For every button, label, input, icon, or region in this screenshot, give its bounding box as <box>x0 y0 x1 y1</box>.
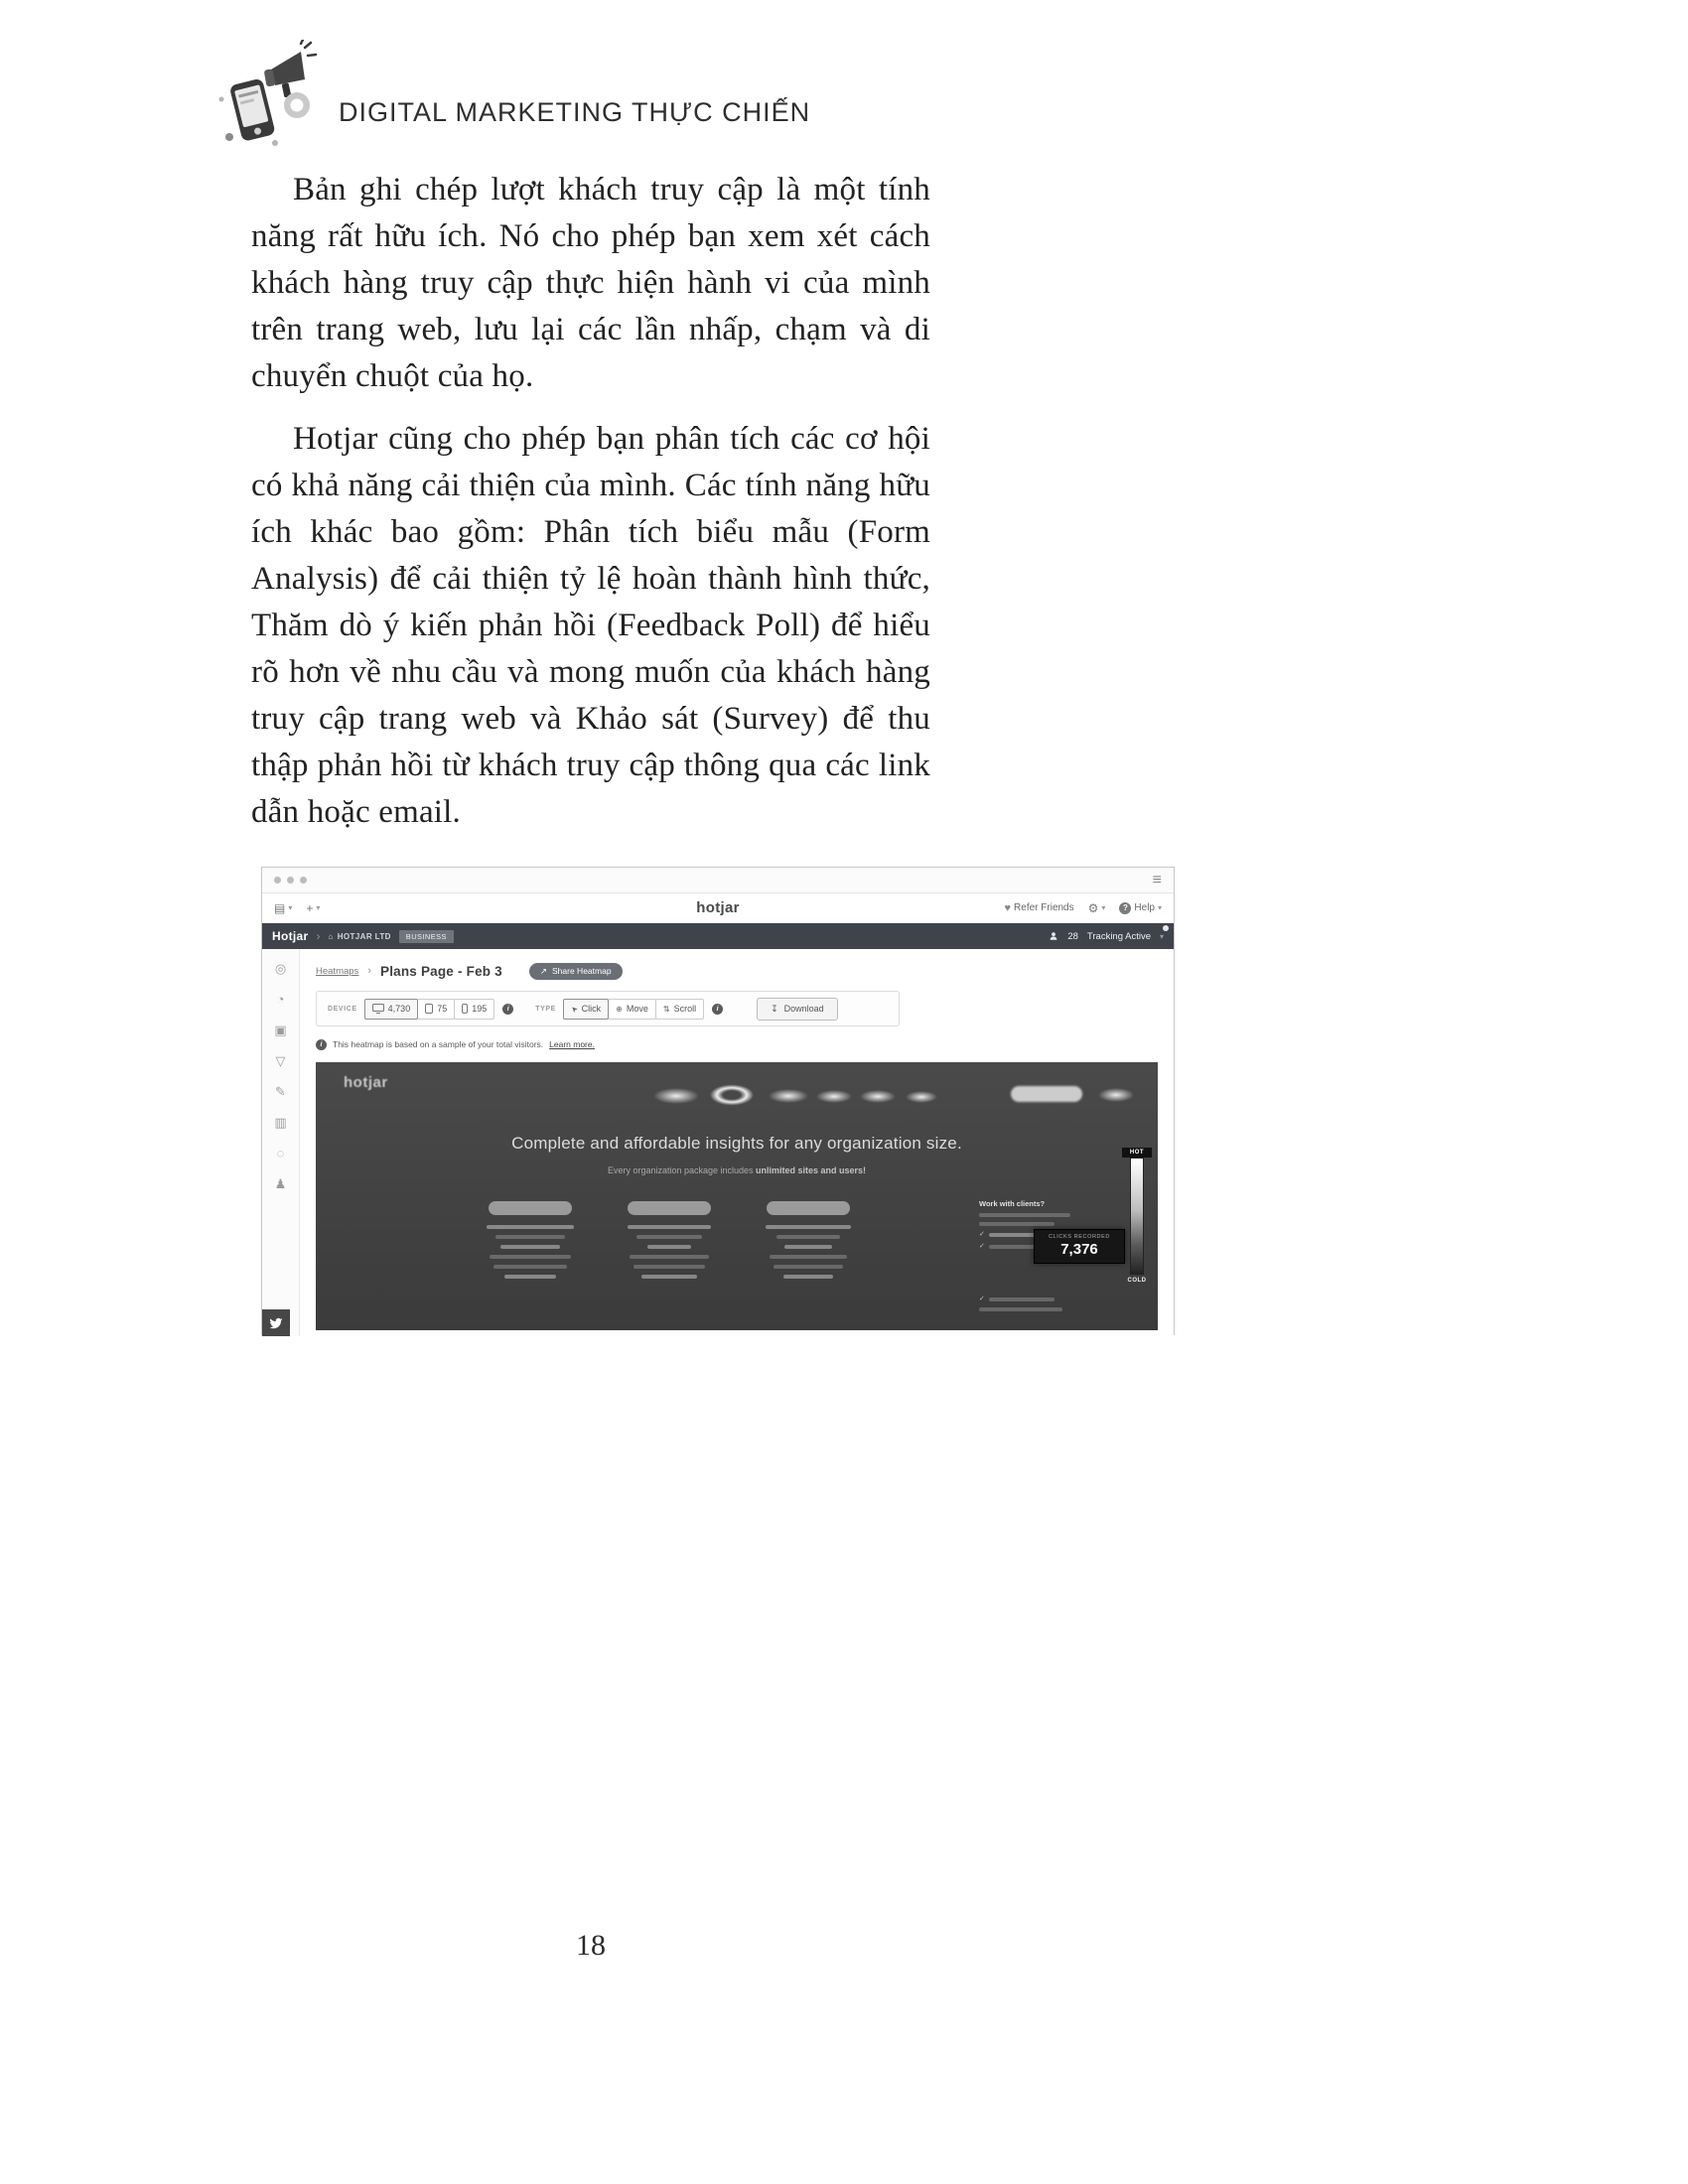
pricing-column <box>612 1201 727 1285</box>
heat-blob <box>707 1083 757 1107</box>
learn-more-link[interactable]: Learn more. <box>549 1039 595 1049</box>
tablet-icon <box>425 1004 433 1014</box>
text-line-placeholder <box>495 1235 565 1239</box>
device-segmented-control <box>365 999 495 1020</box>
type-label: TYPE <box>535 1005 556 1013</box>
breadcrumb-heatmaps-link[interactable]: Heatmaps <box>316 965 359 977</box>
megaphone-illustration <box>213 40 323 151</box>
settings-menu[interactable] <box>1088 901 1106 915</box>
text-line-placeholder <box>770 1255 847 1259</box>
info-icon: i <box>316 1039 327 1050</box>
text-line-placeholder <box>774 1265 843 1269</box>
desktop-icon <box>372 1004 384 1014</box>
hotjar-screenshot <box>261 867 1175 1335</box>
topbar-right-controls <box>1005 901 1162 915</box>
chevron-right-icon: › <box>367 965 371 977</box>
text-line-placeholder <box>784 1245 832 1249</box>
clicks-tooltip <box>1034 1229 1125 1264</box>
heatmap-preview <box>316 1062 1158 1330</box>
chat-icon[interactable]: ◌ <box>276 1146 285 1160</box>
info-icon[interactable]: i <box>712 1004 723 1015</box>
text-line-placeholder <box>776 1235 840 1239</box>
sample-notice <box>316 1035 1158 1053</box>
user-icon <box>1049 931 1058 941</box>
body-text <box>251 167 930 852</box>
nav-button-placeholder <box>1011 1086 1082 1102</box>
text-line-placeholder <box>647 1245 691 1249</box>
refer-friends-label: Refer Friends <box>1014 902 1074 913</box>
heatmap-toolbar <box>316 991 900 1026</box>
text-line-placeholder <box>633 1265 705 1269</box>
camera-icon[interactable]: ▣ <box>274 1023 287 1037</box>
pricing-column <box>473 1201 588 1285</box>
app-body <box>262 949 1174 1336</box>
type-scroll-button[interactable] <box>655 999 704 1020</box>
window-dot-icon[interactable] <box>274 877 281 884</box>
chevron-right-icon: › <box>316 929 321 943</box>
text-line-placeholder <box>630 1255 709 1259</box>
gear-icon: ⚙ <box>1087 900 1099 915</box>
text-line-placeholder <box>989 1297 1055 1301</box>
plus-icon: + <box>306 900 314 915</box>
check-icon: ✓ <box>979 1231 985 1238</box>
sidebar <box>262 949 300 1336</box>
app-navbar <box>262 923 1174 949</box>
help-menu[interactable] <box>1119 902 1162 914</box>
pricing-column <box>751 1201 866 1285</box>
desktop-count: 4,730 <box>387 1004 411 1014</box>
chevron-down-icon: ▾ <box>1157 903 1162 912</box>
text-line-placeholder <box>504 1275 556 1279</box>
text-line-placeholder <box>490 1255 571 1259</box>
heat-scale <box>1122 1148 1152 1284</box>
download-button[interactable] <box>757 998 838 1021</box>
cursor-icon: ➤ <box>568 1003 580 1015</box>
clients-heading: Work with clients? <box>979 1199 1046 1208</box>
user-icon[interactable]: ♟ <box>274 1176 287 1191</box>
tablet-count: 75 <box>437 1004 448 1014</box>
book-series-title: DIGITAL MARKETING THỰC CHIẾN <box>339 96 811 127</box>
heat-blob <box>860 1090 896 1103</box>
site-logo: hotjar <box>344 1074 388 1091</box>
org-selector[interactable] <box>328 932 390 941</box>
chevron-down-icon: ▾ <box>1101 903 1106 912</box>
heat-blob <box>769 1089 808 1103</box>
share-heatmap-button[interactable] <box>529 963 623 980</box>
body-paragraph-2: Hotjar cũng cho phép bạn phân tích các cơ hội có khả năng cải thiện của mình. Các tính năng hữu ích khác bao gồm: Phân tích biểu mẫu (Form Analysis) để cải thiện tỷ lệ hoàn thành hình thức, Thăm dò ý kiến phản hồi (Feedback Poll) để hiểu rõ hơn về nhu cầu và mong muốn của khách hàng truy cập trang web và Khảo sát (Survey) để thu thập phản hồi từ khách truy cập thông qua các link dẫn hoặc email. <box>251 421 930 830</box>
body-paragraph-1: Bản ghi chép lượt khách truy cập là một tính năng rất hữu ích. Nó cho phép bạn xem xét cách khách hàng truy cập thực hiện hành vi của mình trên trang web, lưu lại các lần nhấp, chạm và di chuyển chuột của họ. <box>251 172 930 394</box>
heat-gradient-bar <box>1130 1158 1144 1275</box>
history-icon[interactable]: ◔ <box>276 992 285 1007</box>
chevron-down-icon: ▾ <box>288 903 293 912</box>
scroll-icon: ⇅ <box>662 1004 670 1014</box>
site-switcher[interactable] <box>274 901 292 915</box>
plan-badge: BUSINESS <box>399 930 454 943</box>
chevron-down-icon: ▾ <box>316 903 321 912</box>
window-dot-icon[interactable] <box>300 877 307 884</box>
download-label: Download <box>783 1004 824 1014</box>
heat-blob <box>653 1088 699 1104</box>
user-count[interactable]: 28 <box>1067 930 1078 942</box>
book-header <box>213 40 810 151</box>
plan-button-placeholder <box>489 1201 572 1215</box>
building-icon: ⌂ <box>328 931 334 941</box>
share-icon: ↗ <box>539 965 548 976</box>
text-line-placeholder <box>636 1235 702 1239</box>
scale-hot-label: HOT <box>1122 1148 1152 1158</box>
type-segmented-control <box>564 999 704 1020</box>
chevron-down-icon: ▾ <box>1159 931 1164 941</box>
breadcrumb <box>316 961 1158 981</box>
twitter-button[interactable] <box>262 1309 290 1336</box>
feature-item <box>979 1296 1088 1302</box>
mobile-icon <box>462 1004 468 1014</box>
browser-titlebar <box>262 868 1174 893</box>
text-line-placeholder <box>500 1245 560 1249</box>
refer-friends-link[interactable] <box>1005 902 1074 914</box>
subheadline-normal: Every organization package includes <box>607 1165 757 1175</box>
move-label: Move <box>626 1004 648 1014</box>
window-controls[interactable] <box>274 877 307 884</box>
question-icon: ? <box>1119 902 1131 914</box>
text-line-placeholder <box>487 1225 574 1229</box>
funnel-icon[interactable]: ▽ <box>275 1053 286 1068</box>
heat-blob <box>1098 1088 1134 1102</box>
help-label: Help <box>1134 902 1155 913</box>
clicks-recorded-value: 7,376 <box>1060 1241 1098 1258</box>
subheadline-bold: unlimited sites and users! <box>756 1165 867 1175</box>
topbar-left-controls <box>274 901 320 915</box>
page-title: Plans Page - Feb 3 <box>379 963 502 979</box>
text-line-placeholder <box>979 1222 1055 1226</box>
click-label: Click <box>581 1004 602 1014</box>
text-line-placeholder <box>979 1213 1070 1217</box>
text-line-placeholder <box>979 1307 1062 1311</box>
scale-cold-label: COLD <box>1127 1278 1147 1284</box>
text-line-placeholder <box>493 1265 567 1269</box>
device-mobile-button[interactable] <box>454 999 494 1020</box>
sites-icon: ▤ <box>274 900 286 915</box>
site-subheadline <box>316 1165 1158 1175</box>
device-desktop-button[interactable] <box>364 999 419 1020</box>
text-line-placeholder <box>641 1275 697 1279</box>
scroll-label: Scroll <box>673 1004 697 1014</box>
text-line-placeholder <box>783 1275 833 1279</box>
notice-text: This heatmap is based on a sample of your total visitors. <box>333 1039 544 1049</box>
text-line-placeholder <box>628 1225 711 1229</box>
add-new-button[interactable] <box>306 901 320 915</box>
info-icon[interactable]: i <box>502 1004 513 1015</box>
compass-icon[interactable]: ◎ <box>274 961 287 976</box>
org-name: HOTJAR LTD <box>337 931 391 941</box>
check-icon: ✓ <box>979 1296 985 1302</box>
hamburger-icon[interactable]: ≡ <box>1152 871 1162 888</box>
window-dot-icon[interactable] <box>287 877 294 884</box>
plan-button-placeholder <box>767 1201 850 1215</box>
device-label: DEVICE <box>328 1005 357 1013</box>
heat-blob <box>906 1091 937 1103</box>
notification-dot <box>1163 925 1169 931</box>
clicks-recorded-label: CLICKS RECORDED <box>1049 1234 1110 1240</box>
check-icon: ✓ <box>979 1243 985 1250</box>
navbar-right <box>1049 931 1164 942</box>
type-move-button[interactable] <box>608 999 656 1020</box>
move-icon: ⊕ <box>616 1004 623 1014</box>
device-tablet-button[interactable] <box>417 999 455 1020</box>
app-topbar <box>262 893 1174 923</box>
page-number: 18 <box>576 1929 606 1962</box>
form-icon[interactable]: ✎ <box>275 1084 286 1099</box>
site-headline: Complete and affordable insights for any organization size. <box>511 1134 962 1153</box>
tracking-status[interactable]: Tracking Active <box>1086 930 1151 942</box>
mobile-count: 195 <box>472 1004 488 1014</box>
brand-label[interactable]: Hotjar <box>272 929 309 943</box>
heat-blob <box>816 1090 852 1103</box>
text-line-placeholder <box>766 1225 851 1229</box>
type-click-button[interactable] <box>563 999 609 1020</box>
heart-icon: ♥ <box>1004 901 1012 914</box>
download-icon: ↧ <box>771 1003 778 1014</box>
share-heatmap-label: Share Heatmap <box>552 966 612 976</box>
twitter-bird-icon <box>269 1316 283 1330</box>
main-content <box>300 949 1174 1336</box>
hotjar-logo[interactable]: hotjar <box>696 899 740 916</box>
chart-icon[interactable]: ▥ <box>274 1115 287 1130</box>
plan-button-placeholder <box>628 1201 711 1215</box>
